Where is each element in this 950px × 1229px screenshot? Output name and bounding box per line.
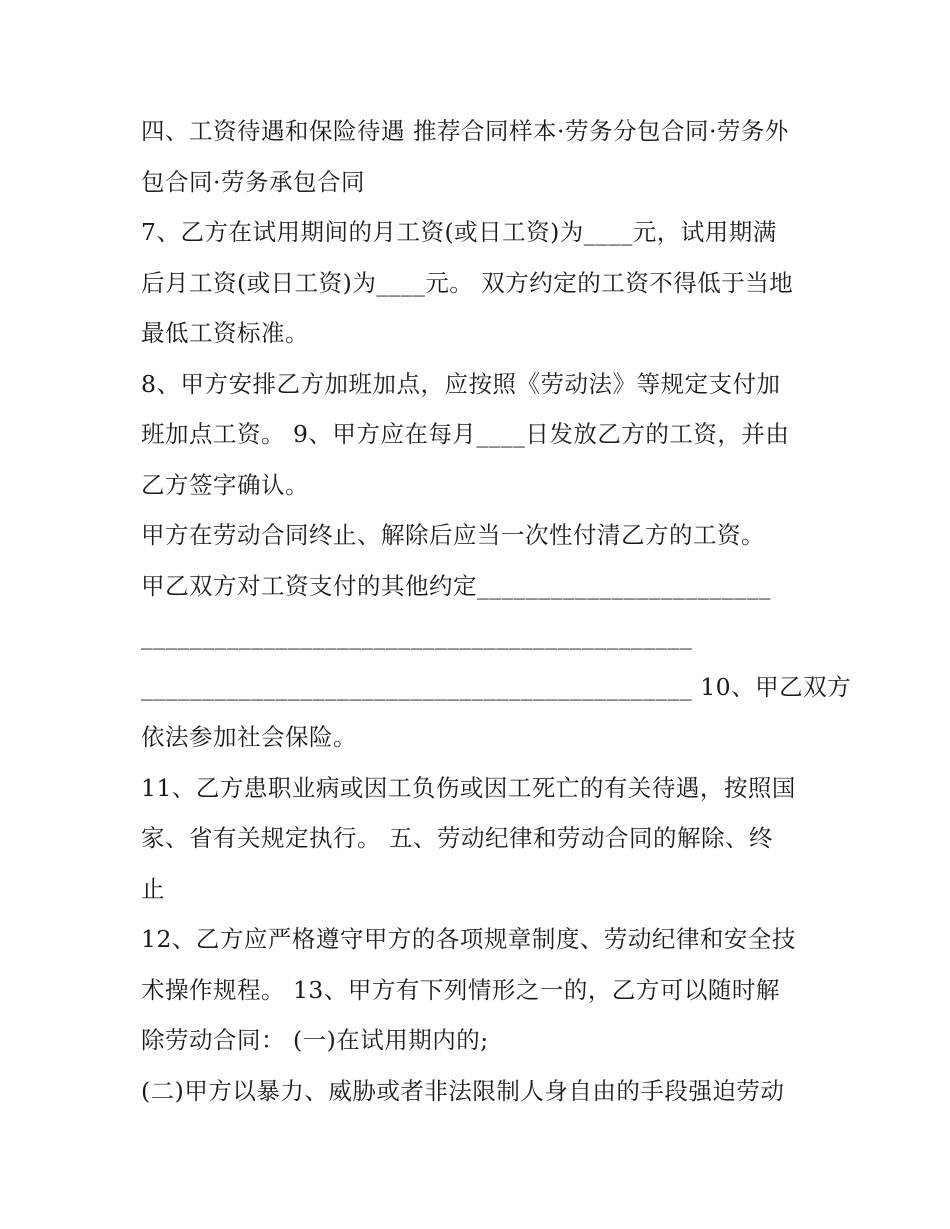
text-line: 包合同·劳务承包合同	[141, 167, 365, 196]
text-line: 8、甲方安排乙方加班加点，应按照《劳动法》等规定支付加	[141, 369, 781, 398]
text-line: 止	[141, 874, 165, 903]
text-line: 术操作规程。 13、甲方有下列情形之一的，乙方可以随时解	[141, 975, 780, 1004]
text-line: 7、乙方在试用期间的月工资(或日工资)为____元，试用期满	[141, 218, 777, 246]
text-line: (二)甲方以暴力、威胁或者非法限制人身自由的手段强迫劳动	[141, 1076, 785, 1105]
text-line: 乙方签字确认。	[141, 470, 309, 499]
text-line: 依法参加社会保险。	[141, 723, 357, 751]
text-line: _____________________________________________	[141, 622, 693, 650]
contract-text	[141, 106, 852, 1116]
text-line: 后月工资(或日工资)为____元。 双方约定的工资不得低于当地	[141, 268, 794, 297]
text-line: 最低工资标准。	[141, 319, 309, 347]
text-line: 四、工资待遇和保险待遇 推荐合同样本·劳务分包合同·劳务外	[141, 117, 789, 145]
text-line: 班加点工资。 9、甲方应在每月____日发放乙方的工资，并由	[141, 420, 790, 448]
text-line: 甲乙双方对工资支付的其他约定________________________	[141, 571, 771, 600]
text-line: _____________________________________________ 10、甲乙双方	[141, 672, 852, 701]
text-line: 家、省有关规定执行。 五、劳动纪律和劳动合同的解除、终	[141, 824, 773, 852]
text-line: 除劳动合同： (一)在试用期内的;	[141, 1026, 489, 1054]
text-line: 甲方在劳动合同终止、解除后应当一次性付清乙方的工资。	[141, 521, 765, 549]
text-line: 11、乙方患职业病或因工负伤或因工死亡的有关待遇，按照国	[141, 773, 796, 802]
text-line: 12、乙方应严格遵守甲方的各项规章制度、劳动纪律和安全技	[141, 925, 796, 953]
